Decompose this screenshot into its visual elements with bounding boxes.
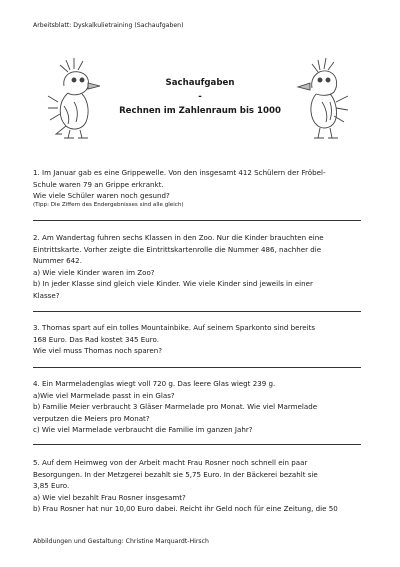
answer-line bbox=[33, 311, 361, 312]
title-line-2: - bbox=[198, 92, 202, 102]
task-1-tip: (Tipp: Die Ziffern des Endergebnisses sind alle gleich) bbox=[33, 201, 184, 208]
task-4-line: c) Wie viel Marmelade verbraucht die Familie im ganzen Jahr? bbox=[33, 425, 253, 435]
worksheet-footer: Abbildungen und Gestaltung: Christine Marquardt-Hirsch bbox=[33, 538, 209, 545]
task-3-line: 168 Euro. Das Rad kostet 345 Euro. bbox=[33, 334, 159, 344]
bird-illustration-left bbox=[44, 56, 106, 142]
task-4-line: b) Familie Meier verbraucht 3 Gläser Marmelade pro Monat. Wie viel Marmelade bbox=[33, 402, 318, 412]
worksheet-header: Arbeitsblatt: Dyskalkulietraining (Sachaufgaben) bbox=[33, 22, 184, 29]
task-2 bbox=[33, 232, 361, 302]
task-2-line: Klasse? bbox=[33, 290, 60, 300]
task-4-line: verputzen die Meiers pro Monat? bbox=[33, 413, 150, 423]
task-5 bbox=[33, 457, 361, 515]
task-2-line: b) In jeder Klasse sind gleich viele Kinder. Wie viele Kinder sind jeweils in einer bbox=[33, 279, 313, 289]
answer-line bbox=[33, 220, 361, 221]
answer-line bbox=[33, 367, 361, 368]
task-2-line: a) Wie viele Kinder waren im Zoo? bbox=[33, 267, 155, 277]
task-1-line: 1. Im Januar gab es eine Grippewelle. Von den insgesamt 412 Schülern der Fröbel- bbox=[33, 168, 326, 177]
task-1-line: Wie viele Schüler waren noch gesund? bbox=[33, 191, 170, 201]
task-3-line: 3. Thomas spart auf ein tolles Mountainbike. Auf seinem Sparkonto sind bereits bbox=[33, 323, 316, 332]
task-4-line: 4. Ein Marmeladenglas wiegt voll 720 g. Das leere Glas wiegt 239 g. bbox=[33, 379, 276, 388]
task-5-line: a) Wie viel bezahlt Frau Rosner insgesamt? bbox=[33, 492, 186, 502]
task-5-line: b) Frau Rosner hat nur 10,00 Euro dabei. Reicht ihr Geld noch für eine Zeitung, die 50 bbox=[33, 504, 338, 514]
task-1 bbox=[33, 167, 361, 209]
task-2-line: Nummer 642. bbox=[33, 256, 82, 266]
task-3-line: Wie viel muss Thomas noch sparen? bbox=[33, 346, 163, 356]
task-4-line: a)Wie viel Marmelade passt in ein Glas? bbox=[33, 390, 175, 400]
task-5-line: Besorgungen. In der Metzgerei bezahlt sie 5,75 Euro. In der Bäckerei bezahlt sie bbox=[33, 469, 318, 479]
task-4 bbox=[33, 378, 361, 436]
task-5-line: 5. Auf dem Heimweg von der Arbeit macht Frau Rosner noch schnell ein paar bbox=[33, 458, 308, 467]
task-1-line: Schule waren 79 an Grippe erkrankt. bbox=[33, 179, 164, 189]
task-2-line: 2. Am Wandertag fuhren sechs Klassen in den Zoo. Nur die Kinder brauchten eine bbox=[33, 233, 324, 242]
task-5-line: 3,85 Euro. bbox=[33, 481, 70, 491]
task-3 bbox=[33, 322, 361, 357]
worksheet-title bbox=[100, 76, 300, 118]
title-line-1: Sachaufgaben bbox=[165, 78, 235, 88]
bird-illustration-right bbox=[292, 56, 354, 142]
answer-line bbox=[33, 444, 361, 445]
title-line-3: Rechnen im Zahlenraum bis 1000 bbox=[119, 106, 281, 116]
task-2-line: Eintrittskarte. Vorher zeigte die Eintrittskartenrolle die Nummer 486, nachher die bbox=[33, 244, 322, 254]
